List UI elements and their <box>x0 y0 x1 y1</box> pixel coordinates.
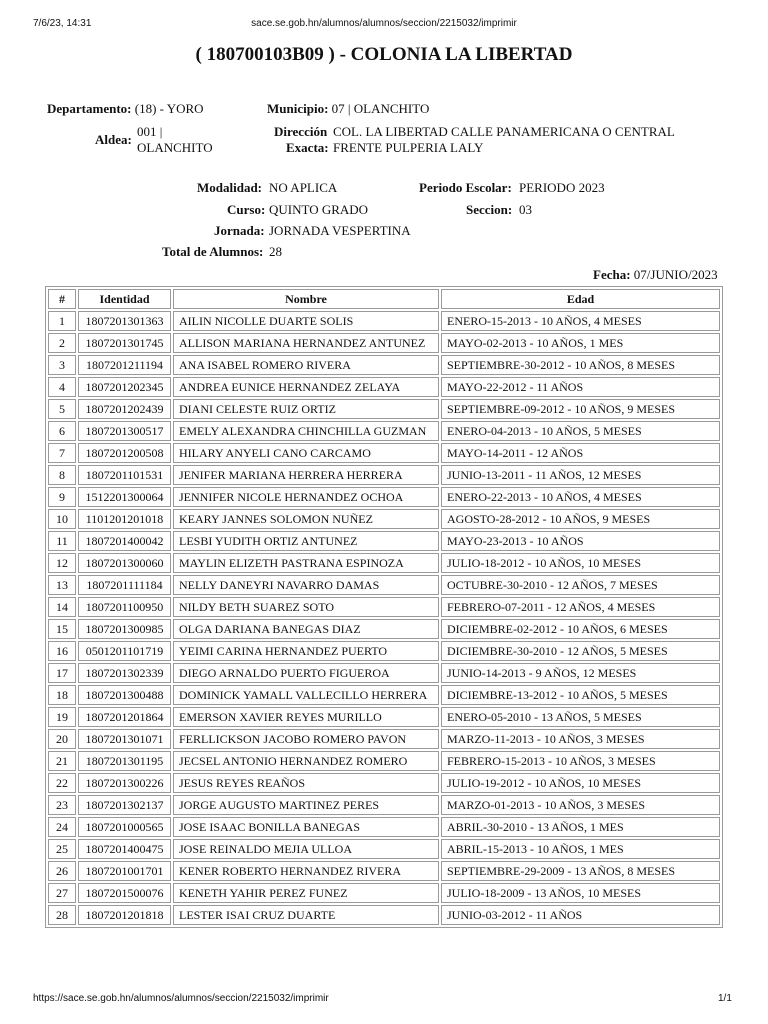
edad-cell: MAYO-14-2011 - 12 AÑOS <box>441 443 720 463</box>
identidad-cell: 1807201302339 <box>78 663 171 683</box>
nombre-cell: NELLY DANEYRI NAVARRO DAMAS <box>173 575 439 595</box>
identidad-cell: 1807201100950 <box>78 597 171 617</box>
jornada-label: Jornada: <box>214 223 265 238</box>
edad-cell: MARZO-01-2013 - 10 AÑOS, 3 MESES <box>441 795 720 815</box>
row-number: 2 <box>48 333 76 353</box>
table-row <box>48 685 720 705</box>
modalidad-label: Modalidad: <box>197 180 263 195</box>
nombre-cell: LESTER ISAI CRUZ DUARTE <box>173 905 439 925</box>
municipio-label: Municipio: <box>267 101 329 116</box>
exacta-value: FRENTE PULPERIA LALY <box>333 140 484 155</box>
edad-cell: AGOSTO-28-2012 - 10 AÑOS, 9 MESES <box>441 509 720 529</box>
periodo-label: Periodo Escolar: <box>419 180 512 195</box>
edad-cell: MAYO-22-2012 - 11 AÑOS <box>441 377 720 397</box>
row-number: 17 <box>48 663 76 683</box>
table-row <box>48 839 720 859</box>
row-number: 8 <box>48 465 76 485</box>
total-alumnos-label: Total de Alumnos: <box>162 244 264 259</box>
nombre-cell: DOMINICK YAMALL VALLECILLO HERRERA <box>173 685 439 705</box>
print-page-url: sace.se.gob.hn/alumnos/alumnos/seccion/2215032/imprimir <box>251 18 517 29</box>
fecha-label: Fecha: <box>593 267 631 282</box>
table-row <box>48 597 720 617</box>
nombre-cell: KENER ROBERTO HERNANDEZ RIVERA <box>173 861 439 881</box>
row-number: 20 <box>48 729 76 749</box>
identidad-cell: 1807201301195 <box>78 751 171 771</box>
table-row <box>48 641 720 661</box>
identidad-cell: 1807201500076 <box>78 883 171 903</box>
row-number: 10 <box>48 509 76 529</box>
identidad-cell: 1807201400475 <box>78 839 171 859</box>
exacta-label: Exacta: <box>286 140 329 155</box>
edad-cell: ENERO-05-2010 - 13 AÑOS, 5 MESES <box>441 707 720 727</box>
table-row <box>48 619 720 639</box>
nombre-cell: JENNIFER NICOLE HERNANDEZ OCHOA <box>173 487 439 507</box>
print-footer-url: https://sace.se.gob.hn/alumnos/alumnos/seccion/2215032/imprimir <box>33 993 329 1004</box>
table-body <box>48 311 720 925</box>
edad-cell: JUNIO-03-2012 - 11 AÑOS <box>441 905 720 925</box>
edad-cell: OCTUBRE-30-2010 - 12 AÑOS, 7 MESES <box>441 575 720 595</box>
aldea-value-line1: 001 | <box>137 124 163 139</box>
row-number: 19 <box>48 707 76 727</box>
table-row <box>48 355 720 375</box>
edad-cell: DICIEMBRE-30-2010 - 12 AÑOS, 5 MESES <box>441 641 720 661</box>
row-number: 26 <box>48 861 76 881</box>
nombre-cell: ANDREA EUNICE HERNANDEZ ZELAYA <box>173 377 439 397</box>
nombre-cell: LESBI YUDITH ORTIZ ANTUNEZ <box>173 531 439 551</box>
row-number: 28 <box>48 905 76 925</box>
identidad-cell: 1512201300064 <box>78 487 171 507</box>
nombre-cell: JESUS REYES REAÑOS <box>173 773 439 793</box>
row-number: 22 <box>48 773 76 793</box>
col-header-number: # <box>48 289 76 309</box>
col-header-edad: Edad <box>441 289 720 309</box>
nombre-cell: JOSE REINALDO MEJIA ULLOA <box>173 839 439 859</box>
identidad-cell: 1807201200508 <box>78 443 171 463</box>
nombre-cell: EMERSON XAVIER REYES MURILLO <box>173 707 439 727</box>
table-row <box>48 465 720 485</box>
row-number: 7 <box>48 443 76 463</box>
departamento-field <box>47 101 204 117</box>
table-row <box>48 399 720 419</box>
print-datetime: 7/6/23, 14:31 <box>33 18 92 29</box>
identidad-cell: 1807201301071 <box>78 729 171 749</box>
nombre-cell: HILARY ANYELI CANO CARCAMO <box>173 443 439 463</box>
identidad-cell: 1807201300488 <box>78 685 171 705</box>
page-title: ( 180700103B09 ) - COLONIA LA LIBERTAD <box>195 44 573 65</box>
nombre-cell: OLGA DARIANA BANEGAS DIAZ <box>173 619 439 639</box>
nombre-cell: KENETH YAHIR PEREZ FUNEZ <box>173 883 439 903</box>
table-row <box>48 377 720 397</box>
table-row <box>48 861 720 881</box>
departamento-value: (18) - YORO <box>134 101 204 116</box>
table-row <box>48 509 720 529</box>
nombre-cell: NILDY BETH SUAREZ SOTO <box>173 597 439 617</box>
table-row <box>48 443 720 463</box>
curso-label: Curso: <box>227 202 266 217</box>
municipio-value: 07 | OLANCHITO <box>331 101 430 116</box>
identidad-cell: 1807201300060 <box>78 553 171 573</box>
identidad-cell: 1807201300517 <box>78 421 171 441</box>
table-row <box>48 773 720 793</box>
edad-cell: FEBRERO-07-2011 - 12 AÑOS, 4 MESES <box>441 597 720 617</box>
identidad-cell: 1807201202439 <box>78 399 171 419</box>
edad-cell: MAYO-02-2013 - 10 AÑOS, 1 MES <box>441 333 720 353</box>
identidad-cell: 1807201300226 <box>78 773 171 793</box>
nombre-cell: ALLISON MARIANA HERNANDEZ ANTUNEZ <box>173 333 439 353</box>
table-row <box>48 817 720 837</box>
edad-cell: JUNIO-14-2013 - 9 AÑOS, 12 MESES <box>441 663 720 683</box>
periodo-value: PERIODO 2023 <box>519 180 605 195</box>
edad-cell: ABRIL-30-2010 - 13 AÑOS, 1 MES <box>441 817 720 837</box>
nombre-cell: FERLLICKSON JACOBO ROMERO PAVON <box>173 729 439 749</box>
edad-cell: ENERO-15-2013 - 10 AÑOS, 4 MESES <box>441 311 720 331</box>
row-number: 13 <box>48 575 76 595</box>
edad-cell: ENERO-22-2013 - 10 AÑOS, 4 MESES <box>441 487 720 507</box>
identidad-cell: 1807201400042 <box>78 531 171 551</box>
identidad-cell: 1807201300985 <box>78 619 171 639</box>
row-number: 18 <box>48 685 76 705</box>
edad-cell: SEPTIEMBRE-30-2012 - 10 AÑOS, 8 MESES <box>441 355 720 375</box>
table-row <box>48 311 720 331</box>
row-number: 16 <box>48 641 76 661</box>
table-row <box>48 883 720 903</box>
edad-cell: SEPTIEMBRE-29-2009 - 13 AÑOS, 8 MESES <box>441 861 720 881</box>
edad-cell: SEPTIEMBRE-09-2012 - 10 AÑOS, 9 MESES <box>441 399 720 419</box>
identidad-cell: 1807201000565 <box>78 817 171 837</box>
identidad-cell: 1807201301363 <box>78 311 171 331</box>
edad-cell: JULIO-18-2012 - 10 AÑOS, 10 MESES <box>441 553 720 573</box>
aldea-label: Aldea: <box>95 132 132 147</box>
row-number: 5 <box>48 399 76 419</box>
students-table <box>45 286 723 928</box>
edad-cell: JULIO-19-2012 - 10 AÑOS, 10 MESES <box>441 773 720 793</box>
print-page-count: 1/1 <box>718 993 732 1004</box>
nombre-cell: DIANI CELESTE RUIZ ORTIZ <box>173 399 439 419</box>
nombre-cell: AILIN NICOLLE DUARTE SOLIS <box>173 311 439 331</box>
identidad-cell: 1807201302137 <box>78 795 171 815</box>
table-row <box>48 553 720 573</box>
row-number: 21 <box>48 751 76 771</box>
fecha-field <box>593 267 718 283</box>
table-row <box>48 663 720 683</box>
nombre-cell: JORGE AUGUSTO MARTINEZ PERES <box>173 795 439 815</box>
table-header-row <box>48 289 720 309</box>
nombre-cell: YEIMI CARINA HERNANDEZ PUERTO <box>173 641 439 661</box>
identidad-cell: 1807201202345 <box>78 377 171 397</box>
edad-cell: ENERO-04-2013 - 10 AÑOS, 5 MESES <box>441 421 720 441</box>
table-row <box>48 707 720 727</box>
row-number: 27 <box>48 883 76 903</box>
direccion-label: Dirección <box>274 124 328 139</box>
edad-cell: DICIEMBRE-02-2012 - 10 AÑOS, 6 MESES <box>441 619 720 639</box>
nombre-cell: JOSE ISAAC BONILLA BANEGAS <box>173 817 439 837</box>
identidad-cell: 1807201201864 <box>78 707 171 727</box>
col-header-identidad: Identidad <box>78 289 171 309</box>
col-header-nombre: Nombre <box>173 289 439 309</box>
aldea-value-line2: OLANCHITO <box>137 140 213 155</box>
edad-cell: MAYO-23-2013 - 10 AÑOS <box>441 531 720 551</box>
identidad-cell: 1807201201818 <box>78 905 171 925</box>
edad-cell: MARZO-11-2013 - 10 AÑOS, 3 MESES <box>441 729 720 749</box>
nombre-cell: MAYLIN ELIZETH PASTRANA ESPINOZA <box>173 553 439 573</box>
nombre-cell: ANA ISABEL ROMERO RIVERA <box>173 355 439 375</box>
modalidad-value: NO APLICA <box>269 180 338 195</box>
identidad-cell: 1807201001701 <box>78 861 171 881</box>
identidad-cell: 1807201111184 <box>78 575 171 595</box>
row-number: 11 <box>48 531 76 551</box>
nombre-cell: JECSEL ANTONIO HERNANDEZ ROMERO <box>173 751 439 771</box>
edad-cell: ABRIL-15-2013 - 10 AÑOS, 1 MES <box>441 839 720 859</box>
edad-cell: FEBRERO-15-2013 - 10 AÑOS, 3 MESES <box>441 751 720 771</box>
row-number: 15 <box>48 619 76 639</box>
seccion-value: 03 <box>519 202 532 217</box>
row-number: 24 <box>48 817 76 837</box>
total-alumnos-value: 28 <box>269 244 282 259</box>
edad-cell: JUNIO-13-2011 - 11 AÑOS, 12 MESES <box>441 465 720 485</box>
direccion-value: COL. LA LIBERTAD CALLE PANAMERICANA O CENTRAL <box>333 124 675 139</box>
edad-cell: DICIEMBRE-13-2012 - 10 AÑOS, 5 MESES <box>441 685 720 705</box>
fecha-value: 07/JUNIO/2023 <box>633 267 718 282</box>
row-number: 4 <box>48 377 76 397</box>
table-row <box>48 795 720 815</box>
table-row <box>48 575 720 595</box>
row-number: 9 <box>48 487 76 507</box>
nombre-cell: DIEGO ARNALDO PUERTO FIGUEROA <box>173 663 439 683</box>
seccion-label: Seccion: <box>466 202 513 217</box>
identidad-cell: 1807201211194 <box>78 355 171 375</box>
table-row <box>48 729 720 749</box>
jornada-value: JORNADA VESPERTINA <box>269 223 411 238</box>
identidad-cell: 1101201201018 <box>78 509 171 529</box>
row-number: 12 <box>48 553 76 573</box>
row-number: 6 <box>48 421 76 441</box>
table-row <box>48 421 720 441</box>
municipio-field <box>267 101 429 117</box>
table-row <box>48 905 720 925</box>
edad-cell: JULIO-18-2009 - 13 AÑOS, 10 MESES <box>441 883 720 903</box>
table-row <box>48 751 720 771</box>
row-number: 1 <box>48 311 76 331</box>
row-number: 23 <box>48 795 76 815</box>
departamento-label: Departamento: <box>47 101 132 116</box>
row-number: 14 <box>48 597 76 617</box>
identidad-cell: 1807201301745 <box>78 333 171 353</box>
table-row <box>48 333 720 353</box>
nombre-cell: JENIFER MARIANA HERRERA HERRERA <box>173 465 439 485</box>
row-number: 25 <box>48 839 76 859</box>
nombre-cell: KEARY JANNES SOLOMON NUÑEZ <box>173 509 439 529</box>
row-number: 3 <box>48 355 76 375</box>
nombre-cell: EMELY ALEXANDRA CHINCHILLA GUZMAN <box>173 421 439 441</box>
identidad-cell: 1807201101531 <box>78 465 171 485</box>
identidad-cell: 0501201101719 <box>78 641 171 661</box>
curso-value: QUINTO GRADO <box>269 202 369 217</box>
table-row <box>48 531 720 551</box>
table-row <box>48 487 720 507</box>
